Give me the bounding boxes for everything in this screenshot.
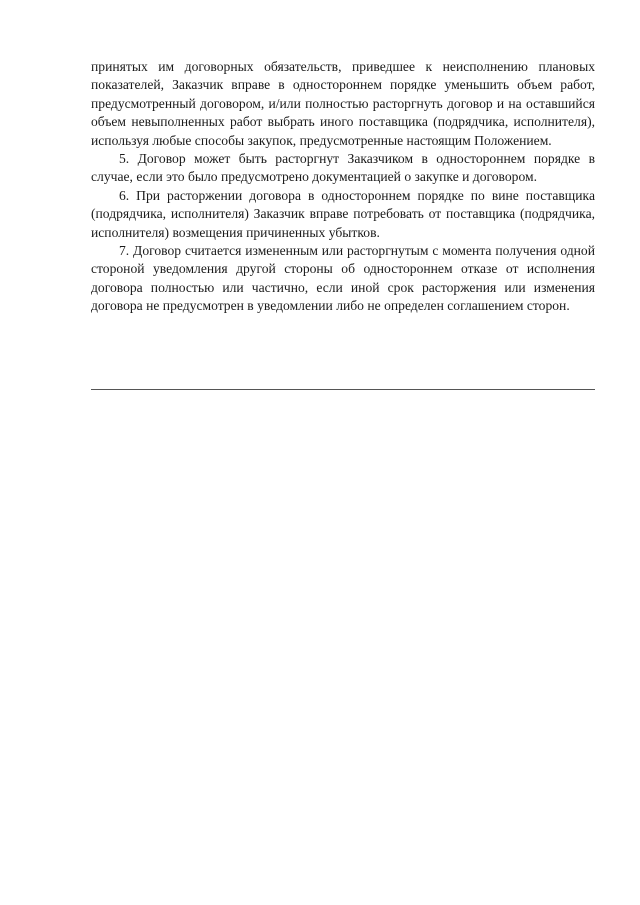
paragraph-item-6: 6. При расторжении договора в одностороннем порядке по вине поставщика (подрядчика, исполнителя) Заказчик вправе потребовать от поставщика (подрядчика, исполнителя) возмещения причиненных убытков.	[91, 187, 595, 240]
paragraph-item-7: 7. Договор считается измененным или расторгнутым с момента получения одной стороной уведомления другой стороны об одностороннем отказе от исполнения договора полностью или частично, если иной срок расторжения или изменения договора не предусмотрен в уведомлении либо не определен соглашением сторон.	[91, 243, 595, 314]
paragraph-continuation: принятых им договорных обязательств, приведшее к неисполнению плановых показателей, Заказчик вправе в одностороннем порядке уменьшить объем работ, предусмотренный договором, и/или полностью расторгнуть договор и на оставшийся объем невыполненных работ выбрать иного поставщика (подрядчика, исполнителя), используя любые способы закупок, предусмотренные настоящим Положением.	[91, 59, 595, 148]
paragraph-item-5: 5. Договор может быть расторгнут Заказчиком в одностороннем порядке в случае, если это было предусмотрено документацией о закупке и договором.	[91, 151, 595, 185]
footer-divider	[91, 389, 595, 390]
document-body	[91, 58, 595, 316]
